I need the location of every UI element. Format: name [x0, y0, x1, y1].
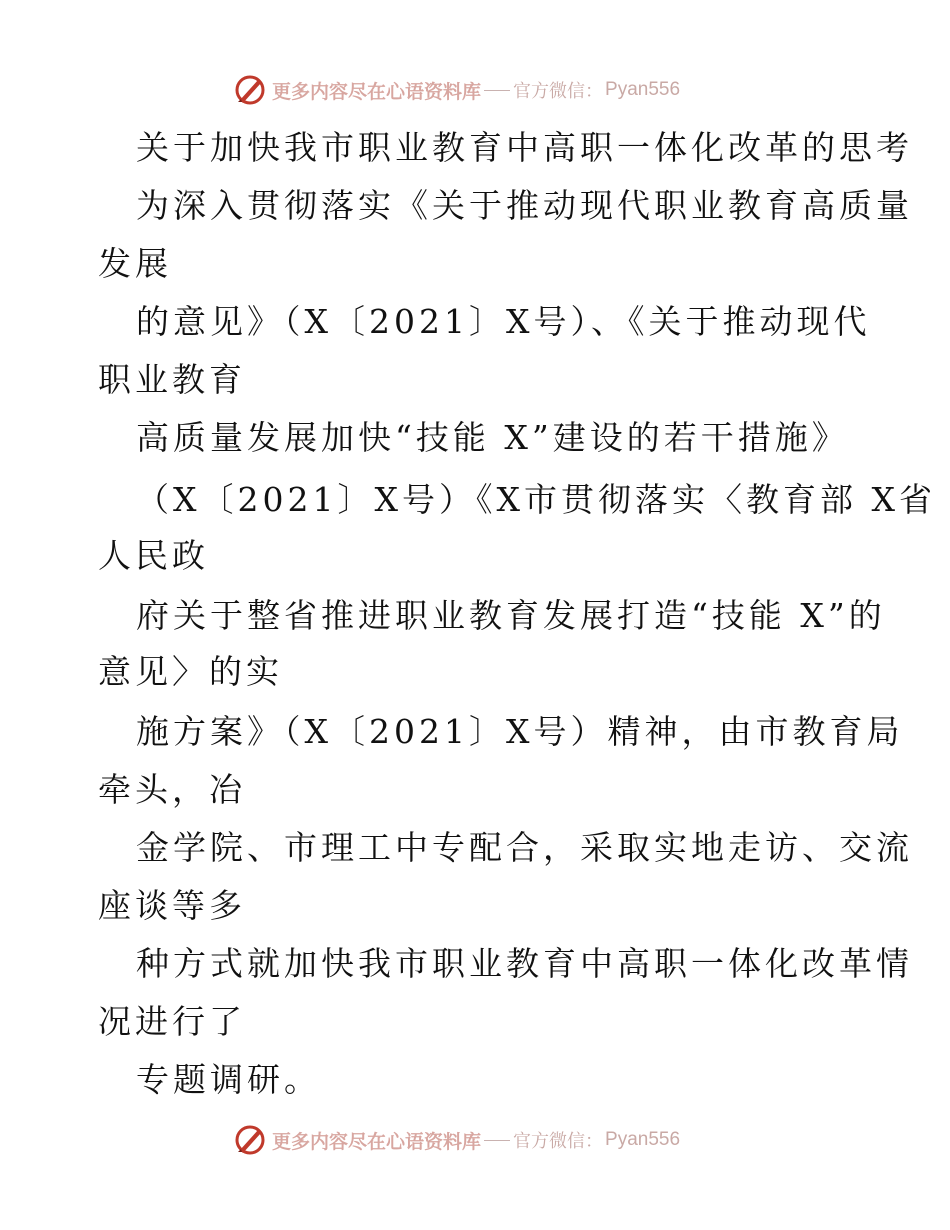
- paragraph-line: 施方案》（X〔2021〕X号）精神，由市教育局: [136, 712, 904, 751]
- paragraph-line: 人民政: [98, 536, 209, 575]
- paragraph-line: 专题调研。: [136, 1060, 321, 1099]
- paragraph-line: 金学院、市理工中专配合，采取实地走访、交流: [136, 828, 913, 867]
- paragraph-line: 发展: [98, 244, 172, 283]
- paragraph-line: 况进行了: [98, 1002, 246, 1041]
- paragraph-line: 为深入贯彻落实《关于推动现代职业教育高质量: [136, 186, 913, 225]
- paragraph-line: 高质量发展加快“技能 X”建设的若干措施》: [136, 418, 849, 457]
- paragraph-line: 座谈等多: [98, 886, 246, 925]
- watermark-main-text: 更多内容尽在心语资料库: [272, 1130, 482, 1153]
- brush-logo-icon: [232, 1122, 268, 1158]
- watermark-dash: [484, 1140, 510, 1141]
- paragraph-line: 种方式就加快我市职业教育中高职一体化改革情: [136, 944, 913, 983]
- paragraph-line: 的意见》（X〔2021〕X号）、《关于推动现代: [136, 302, 871, 341]
- paragraph-line: 牵头，冶: [98, 770, 246, 809]
- watermark-wechat-label: 官方微信：: [513, 1131, 604, 1152]
- watermark-wechat-label: 官方微信：: [513, 81, 604, 102]
- paragraph-line: 府关于整省推进职业教育发展打造“技能 X”的: [136, 596, 886, 635]
- paragraph-line: 职业教育: [98, 360, 246, 399]
- paragraph-line: （X〔2021〕X号）《X市贯彻落实〈教育部 X省: [136, 480, 936, 519]
- footer-watermark: [232, 1120, 680, 1160]
- watermark-main-text: 更多内容尽在心语资料库: [272, 80, 482, 103]
- watermark-wechat-id: Pyan556: [605, 79, 681, 100]
- document-title: 关于加快我市职业教育中高职一体化改革的思考: [136, 128, 913, 167]
- watermark-wechat-id: Pyan556: [605, 1129, 681, 1150]
- paragraph-line: 意见〉的实: [98, 652, 283, 691]
